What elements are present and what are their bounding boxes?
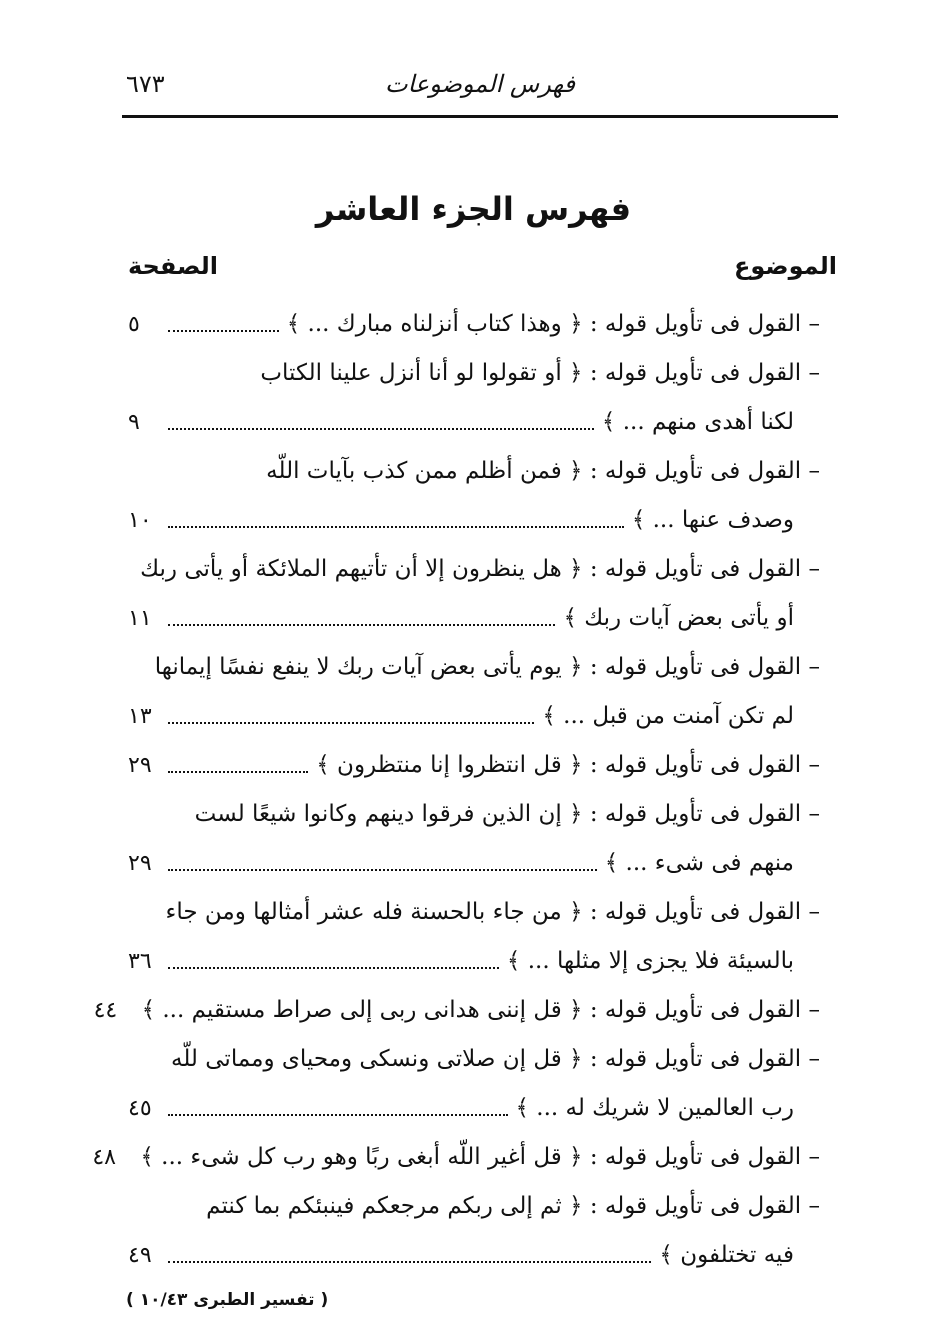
entry-page-number: ١١ (128, 606, 152, 631)
dot-leader (168, 1231, 651, 1263)
entry-page-number: ٣٦ (128, 949, 152, 974)
entry-text: – القول فى تأويل قوله : ﴿ من جاء بالحسنة فله عشر أمثالها ومن جاء (165, 899, 820, 925)
index-entry (128, 888, 840, 986)
entry-line (93, 986, 840, 1035)
column-heading-page: الصفحة (128, 252, 219, 280)
entry-text: – القول فى تأويل قوله : ﴿ إن الذين فرقوا دينهم وكانوا شيعًا لست (194, 801, 820, 827)
entry-line (128, 692, 840, 741)
index-entry (128, 1035, 840, 1133)
entry-line (128, 349, 840, 398)
entry-page-number: ٤٥ (128, 1096, 152, 1121)
entry-line (128, 1035, 840, 1084)
entry-line (128, 643, 840, 692)
entry-page-number: ٤٨ (92, 1145, 116, 1170)
index-entry (128, 349, 840, 447)
index-entry (128, 790, 840, 888)
entry-page-number: ١٠ (128, 508, 152, 533)
entry-line (128, 1231, 840, 1280)
index-entry (128, 447, 840, 545)
entry-line (128, 447, 840, 496)
entry-text: – القول فى تأويل قوله : ﴿ قل إننى هدانى ربى إلى صراط مستقيم ... ﴾ (141, 997, 820, 1023)
entry-page-number: ٢٩ (128, 753, 152, 778)
entry-text: – القول فى تأويل قوله : ﴿ قل إن صلاتى ونسكى ومحياى ومماتى للّه (170, 1046, 820, 1072)
entry-text: منهم فى شىء ... ﴾ (604, 850, 794, 876)
dot-leader (168, 1084, 508, 1116)
entry-line (128, 545, 840, 594)
running-title: فهرس الموضوعات (385, 70, 575, 98)
entry-text: رب العالمين لا شريك له ... ﴾ (515, 1095, 794, 1121)
entry-text: – القول فى تأويل قوله : ﴿ فمن أظلم ممن كذب بآيات اللّه (266, 458, 820, 484)
entry-text: – القول فى تأويل قوله : ﴿ يوم يأتى بعض آيات ربك لا ينفع نفسًا إيمانها (154, 654, 820, 680)
index-entry (128, 545, 840, 643)
entry-text: بالسيئة فلا يجزى إلا مثلها ... ﴾ (506, 948, 794, 974)
entry-text: أو يأتى بعض آيات ربك ﴾ (563, 605, 794, 631)
entry-text: وصدف عنها ... ﴾ (631, 507, 794, 533)
entry-line (128, 741, 840, 790)
entry-page-number: ٩ (128, 410, 140, 435)
dot-leader (168, 839, 597, 871)
index-entry (93, 986, 840, 1035)
entry-line (128, 1084, 840, 1133)
index-entries (92, 300, 840, 1280)
entry-text: لم تكن آمنت من قبل ... ﴾ (542, 703, 794, 729)
page-footer: ( تفسير الطبرى ١٠/٤٣ ) (126, 1290, 329, 1310)
entry-text: – القول فى تأويل قوله : ﴿ هل ينظرون إلا أن تأتيهم الملائكة أو يأتى ربك (140, 556, 820, 582)
entry-text: – القول فى تأويل قوله : ﴿ وهذا كتاب أنزلناه مبارك ... ﴾ (286, 311, 820, 337)
entry-page-number: ١٣ (128, 704, 152, 729)
page-number: ٦٧٣ (126, 70, 165, 98)
index-entry (128, 1182, 840, 1280)
entry-text: – القول فى تأويل قوله : ﴿ قل انتظروا إنا منتظرون ﴾ (316, 752, 820, 778)
index-title: فهرس الجزء العاشر (315, 190, 632, 228)
entry-line (128, 937, 840, 986)
entry-page-number: ٤٤ (93, 998, 118, 1023)
column-heading-topic: الموضوع (733, 252, 837, 280)
entry-line (128, 1182, 840, 1231)
entry-page-number: ٤٩ (128, 1243, 152, 1268)
dot-leader (168, 300, 279, 332)
index-entry (128, 741, 840, 790)
entry-page-number: ٥ (128, 312, 140, 337)
entry-text: – القول فى تأويل قوله : ﴿ قل أغير اللّه أبغى ربًا وهو رب كل شىء ... ﴾ (140, 1144, 820, 1170)
index-entry (128, 643, 840, 741)
dot-leader (168, 398, 594, 430)
entry-line (128, 790, 840, 839)
entry-line (128, 300, 840, 349)
dot-leader (168, 741, 308, 773)
entry-line (128, 839, 840, 888)
entry-line (128, 496, 840, 545)
index-entry (128, 300, 840, 349)
entry-text: – القول فى تأويل قوله : ﴿ ثم إلى ربكم مرجعكم فينبئكم بما كنتم (206, 1193, 820, 1219)
header-rule (122, 115, 838, 118)
index-entry (92, 1133, 840, 1182)
entry-line (128, 888, 840, 937)
entry-text: لكنا أهدى منهم ... ﴾ (601, 409, 794, 435)
entry-text: – القول فى تأويل قوله : ﴿ أو تقولوا لو أنا أنزل علينا الكتاب (260, 360, 820, 386)
entry-line (128, 594, 840, 643)
dot-leader (168, 594, 555, 626)
entry-text: فيه تختلفون ﴾ (659, 1242, 794, 1268)
entry-line (92, 1133, 840, 1182)
dot-leader (168, 937, 499, 969)
dot-leader (168, 496, 624, 528)
page-header (122, 62, 838, 118)
entry-line (128, 398, 840, 447)
entry-page-number: ٢٩ (128, 851, 152, 876)
dot-leader (168, 692, 534, 724)
